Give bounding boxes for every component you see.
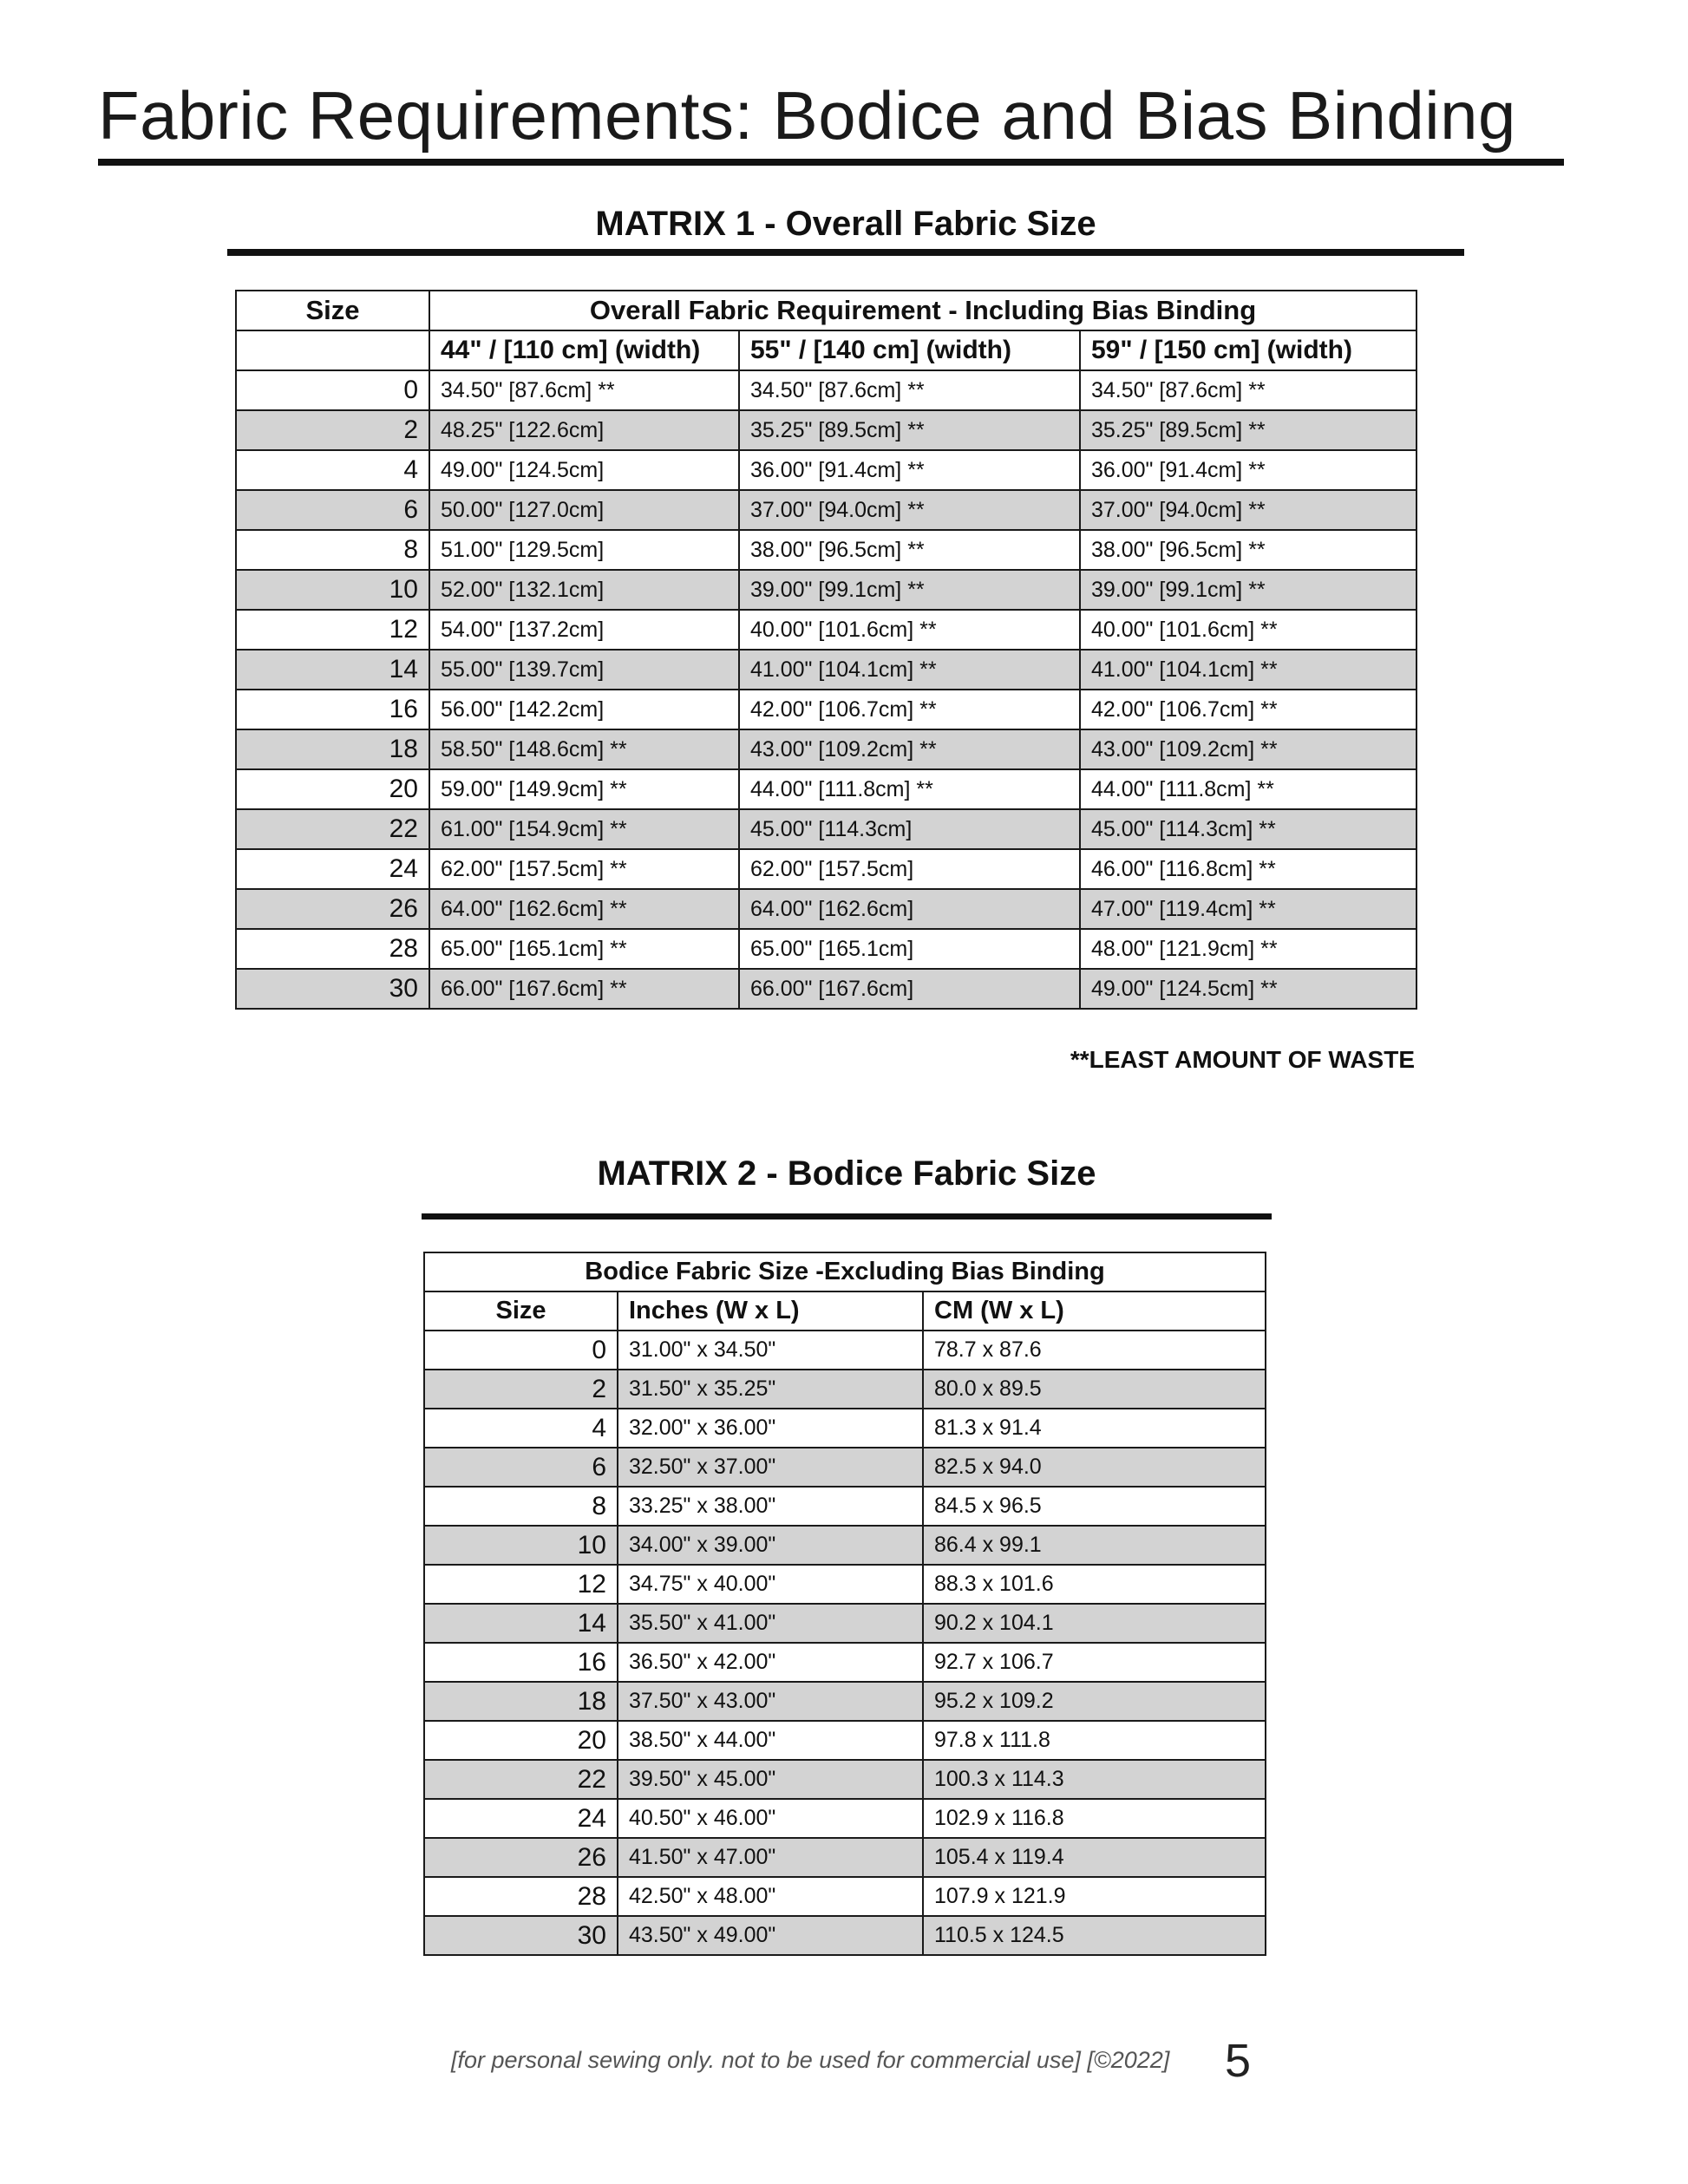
table-row	[236, 370, 1416, 410]
width-59-cell: 45.00" [114.3cm] **	[1080, 809, 1416, 849]
cm-cell: 95.2 x 109.2	[923, 1682, 1266, 1721]
inches-cell: 31.50" x 35.25"	[618, 1370, 923, 1409]
inches-cell: 41.50" x 47.00"	[618, 1838, 923, 1877]
width-55-cell: 42.00" [106.7cm] **	[739, 690, 1080, 729]
width-44-cell: 48.25" [122.6cm]	[429, 410, 739, 450]
size-cell: 16	[424, 1643, 618, 1682]
table-row	[236, 570, 1416, 610]
inches-cell: 40.50" x 46.00"	[618, 1799, 923, 1838]
width-55-cell: 35.25" [89.5cm] **	[739, 410, 1080, 450]
group-column-header: Overall Fabric Requirement - Including Bias Binding	[429, 291, 1416, 330]
page-number: 5	[1225, 2035, 1252, 2087]
inches-cell: 33.25" x 38.00"	[618, 1487, 923, 1526]
table-row	[236, 769, 1416, 809]
table-row	[236, 929, 1416, 969]
size-cell: 8	[236, 530, 429, 570]
cm-cell: 81.3 x 91.4	[923, 1409, 1266, 1448]
width-59-cell: 40.00" [101.6cm] **	[1080, 610, 1416, 650]
page-title: Fabric Requirements: Bodice and Bias Binding	[98, 77, 1516, 154]
width-55-cell: 34.50" [87.6cm] **	[739, 370, 1080, 410]
width-59-cell: 42.00" [106.7cm] **	[1080, 690, 1416, 729]
title-underline	[98, 159, 1564, 166]
width-44-header: 44" / [110 cm] (width)	[429, 330, 739, 370]
width-59-cell: 49.00" [124.5cm] **	[1080, 969, 1416, 1009]
size-cell: 10	[424, 1526, 618, 1565]
width-55-cell: 62.00" [157.5cm]	[739, 849, 1080, 889]
cm-cell: 90.2 x 104.1	[923, 1604, 1266, 1643]
width-44-cell: 54.00" [137.2cm]	[429, 610, 739, 650]
matrix2-table	[423, 1252, 1266, 1956]
size-cell: 18	[236, 729, 429, 769]
size-cell: 14	[236, 650, 429, 690]
width-59-header: 59" / [150 cm] (width)	[1080, 330, 1416, 370]
width-44-cell: 51.00" [129.5cm]	[429, 530, 739, 570]
table-row	[424, 1877, 1266, 1916]
width-44-cell: 52.00" [132.1cm]	[429, 570, 739, 610]
width-44-cell: 65.00" [165.1cm] **	[429, 929, 739, 969]
width-55-cell: 44.00" [111.8cm] **	[739, 769, 1080, 809]
inches-cell: 43.50" x 49.00"	[618, 1916, 923, 1955]
width-44-cell: 64.00" [162.6cm] **	[429, 889, 739, 929]
width-59-cell: 36.00" [91.4cm] **	[1080, 450, 1416, 490]
inches-cell: 32.00" x 36.00"	[618, 1409, 923, 1448]
cm-cell: 82.5 x 94.0	[923, 1448, 1266, 1487]
cm-cell: 88.3 x 101.6	[923, 1565, 1266, 1604]
size-cell: 8	[424, 1487, 618, 1526]
cm-cell: 100.3 x 114.3	[923, 1760, 1266, 1799]
size-cell: 30	[424, 1916, 618, 1955]
table-row	[424, 1643, 1266, 1682]
width-44-cell: 34.50" [87.6cm] **	[429, 370, 739, 410]
size-cell: 4	[424, 1409, 618, 1448]
width-44-cell: 62.00" [157.5cm] **	[429, 849, 739, 889]
table-row	[236, 610, 1416, 650]
cm-cell: 102.9 x 116.8	[923, 1799, 1266, 1838]
width-55-cell: 37.00" [94.0cm] **	[739, 490, 1080, 530]
table-row	[424, 1604, 1266, 1643]
width-59-cell: 35.25" [89.5cm] **	[1080, 410, 1416, 450]
least-waste-footnote: **LEAST AMOUNT OF WASTE	[1070, 1046, 1415, 1073]
table-row	[424, 1565, 1266, 1604]
size-cell: 26	[424, 1838, 618, 1877]
size-cell: 4	[236, 450, 429, 490]
table-row	[424, 1682, 1266, 1721]
inches-column-header: Inches (W x L)	[618, 1291, 923, 1331]
table-row	[236, 809, 1416, 849]
cm-cell: 86.4 x 99.1	[923, 1526, 1266, 1565]
size-cell: 22	[236, 809, 429, 849]
cm-column-header: CM (W x L)	[923, 1291, 1266, 1331]
width-55-cell: 45.00" [114.3cm]	[739, 809, 1080, 849]
cm-cell: 84.5 x 96.5	[923, 1487, 1266, 1526]
table-row	[236, 490, 1416, 530]
width-59-cell: 46.00" [116.8cm] **	[1080, 849, 1416, 889]
width-59-cell: 48.00" [121.9cm] **	[1080, 929, 1416, 969]
cm-cell: 78.7 x 87.6	[923, 1331, 1266, 1370]
matrix2-title: MATRIX 2 - Bodice Fabric Size	[597, 1154, 1096, 1193]
cm-cell: 92.7 x 106.7	[923, 1643, 1266, 1682]
size-column-header: Size	[236, 291, 429, 330]
size-cell: 0	[236, 370, 429, 410]
size-cell: 20	[236, 769, 429, 809]
width-44-cell: 56.00" [142.2cm]	[429, 690, 739, 729]
size-cell: 6	[236, 490, 429, 530]
size-cell: 16	[236, 690, 429, 729]
width-59-cell: 34.50" [87.6cm] **	[1080, 370, 1416, 410]
cm-cell: 110.5 x 124.5	[923, 1916, 1266, 1955]
table-row	[424, 1760, 1266, 1799]
width-59-cell: 41.00" [104.1cm] **	[1080, 650, 1416, 690]
size-cell: 28	[236, 929, 429, 969]
size-cell: 20	[424, 1721, 618, 1760]
width-44-cell: 50.00" [127.0cm]	[429, 490, 739, 530]
inches-cell: 31.00" x 34.50"	[618, 1331, 923, 1370]
table-row	[236, 530, 1416, 570]
inches-cell: 36.50" x 42.00"	[618, 1643, 923, 1682]
table-row	[236, 889, 1416, 929]
size-cell: 2	[236, 410, 429, 450]
table-row	[236, 450, 1416, 490]
cm-cell: 97.8 x 111.8	[923, 1721, 1266, 1760]
width-55-cell: 40.00" [101.6cm] **	[739, 610, 1080, 650]
width-55-cell: 43.00" [109.2cm] **	[739, 729, 1080, 769]
size-cell: 24	[424, 1799, 618, 1838]
width-55-cell: 66.00" [167.6cm]	[739, 969, 1080, 1009]
size-cell: 28	[424, 1877, 618, 1916]
group-column-header: Bodice Fabric Size -Excluding Bias Binding	[424, 1252, 1266, 1291]
width-44-cell: 49.00" [124.5cm]	[429, 450, 739, 490]
width-44-cell: 58.50" [148.6cm] **	[429, 729, 739, 769]
table-row	[236, 410, 1416, 450]
width-59-cell: 39.00" [99.1cm] **	[1080, 570, 1416, 610]
width-55-header: 55" / [140 cm] (width)	[739, 330, 1080, 370]
table-row	[424, 1916, 1266, 1955]
blank-header-cell	[236, 330, 429, 370]
table-row	[236, 650, 1416, 690]
inches-cell: 32.50" x 37.00"	[618, 1448, 923, 1487]
width-44-cell: 59.00" [149.9cm] **	[429, 769, 739, 809]
width-59-cell: 47.00" [119.4cm] **	[1080, 889, 1416, 929]
table-row	[424, 1799, 1266, 1838]
inches-cell: 38.50" x 44.00"	[618, 1721, 923, 1760]
size-cell: 24	[236, 849, 429, 889]
width-55-cell: 38.00" [96.5cm] **	[739, 530, 1080, 570]
table-row	[236, 729, 1416, 769]
inches-cell: 34.00" x 39.00"	[618, 1526, 923, 1565]
width-55-cell: 65.00" [165.1cm]	[739, 929, 1080, 969]
size-column-header: Size	[424, 1291, 618, 1331]
size-cell: 14	[424, 1604, 618, 1643]
footer-notice: [for personal sewing only. not to be used for commercial use] [©2022]	[451, 2047, 1170, 2073]
size-cell: 10	[236, 570, 429, 610]
inches-cell: 35.50" x 41.00"	[618, 1604, 923, 1643]
size-cell: 2	[424, 1370, 618, 1409]
table-row	[424, 1721, 1266, 1760]
cm-cell: 105.4 x 119.4	[923, 1838, 1266, 1877]
table-row	[424, 1331, 1266, 1370]
table-row	[236, 849, 1416, 889]
size-cell: 22	[424, 1760, 618, 1799]
width-44-cell: 66.00" [167.6cm] **	[429, 969, 739, 1009]
width-55-cell: 36.00" [91.4cm] **	[739, 450, 1080, 490]
width-59-cell: 44.00" [111.8cm] **	[1080, 769, 1416, 809]
matrix1-table	[235, 290, 1417, 1010]
width-44-cell: 61.00" [154.9cm] **	[429, 809, 739, 849]
table-row	[424, 1838, 1266, 1877]
width-44-cell: 55.00" [139.7cm]	[429, 650, 739, 690]
inches-cell: 37.50" x 43.00"	[618, 1682, 923, 1721]
table-row	[424, 1526, 1266, 1565]
matrix1-title: MATRIX 1 - Overall Fabric Size	[595, 205, 1096, 243]
width-55-cell: 39.00" [99.1cm] **	[739, 570, 1080, 610]
size-cell: 0	[424, 1331, 618, 1370]
table-row	[424, 1487, 1266, 1526]
size-cell: 30	[236, 969, 429, 1009]
inches-cell: 34.75" x 40.00"	[618, 1565, 923, 1604]
inches-cell: 42.50" x 48.00"	[618, 1877, 923, 1916]
table-row	[236, 969, 1416, 1009]
table-row	[424, 1448, 1266, 1487]
size-cell: 6	[424, 1448, 618, 1487]
width-55-cell: 64.00" [162.6cm]	[739, 889, 1080, 929]
width-59-cell: 43.00" [109.2cm] **	[1080, 729, 1416, 769]
matrix2-title-underline	[422, 1213, 1272, 1220]
cm-cell: 80.0 x 89.5	[923, 1370, 1266, 1409]
table-row	[236, 690, 1416, 729]
size-cell: 12	[236, 610, 429, 650]
size-cell: 12	[424, 1565, 618, 1604]
table-row	[424, 1370, 1266, 1409]
cm-cell: 107.9 x 121.9	[923, 1877, 1266, 1916]
inches-cell: 39.50" x 45.00"	[618, 1760, 923, 1799]
width-59-cell: 37.00" [94.0cm] **	[1080, 490, 1416, 530]
size-cell: 18	[424, 1682, 618, 1721]
width-59-cell: 38.00" [96.5cm] **	[1080, 530, 1416, 570]
matrix1-title-underline	[227, 249, 1464, 256]
table-row	[424, 1409, 1266, 1448]
width-55-cell: 41.00" [104.1cm] **	[739, 650, 1080, 690]
size-cell: 26	[236, 889, 429, 929]
